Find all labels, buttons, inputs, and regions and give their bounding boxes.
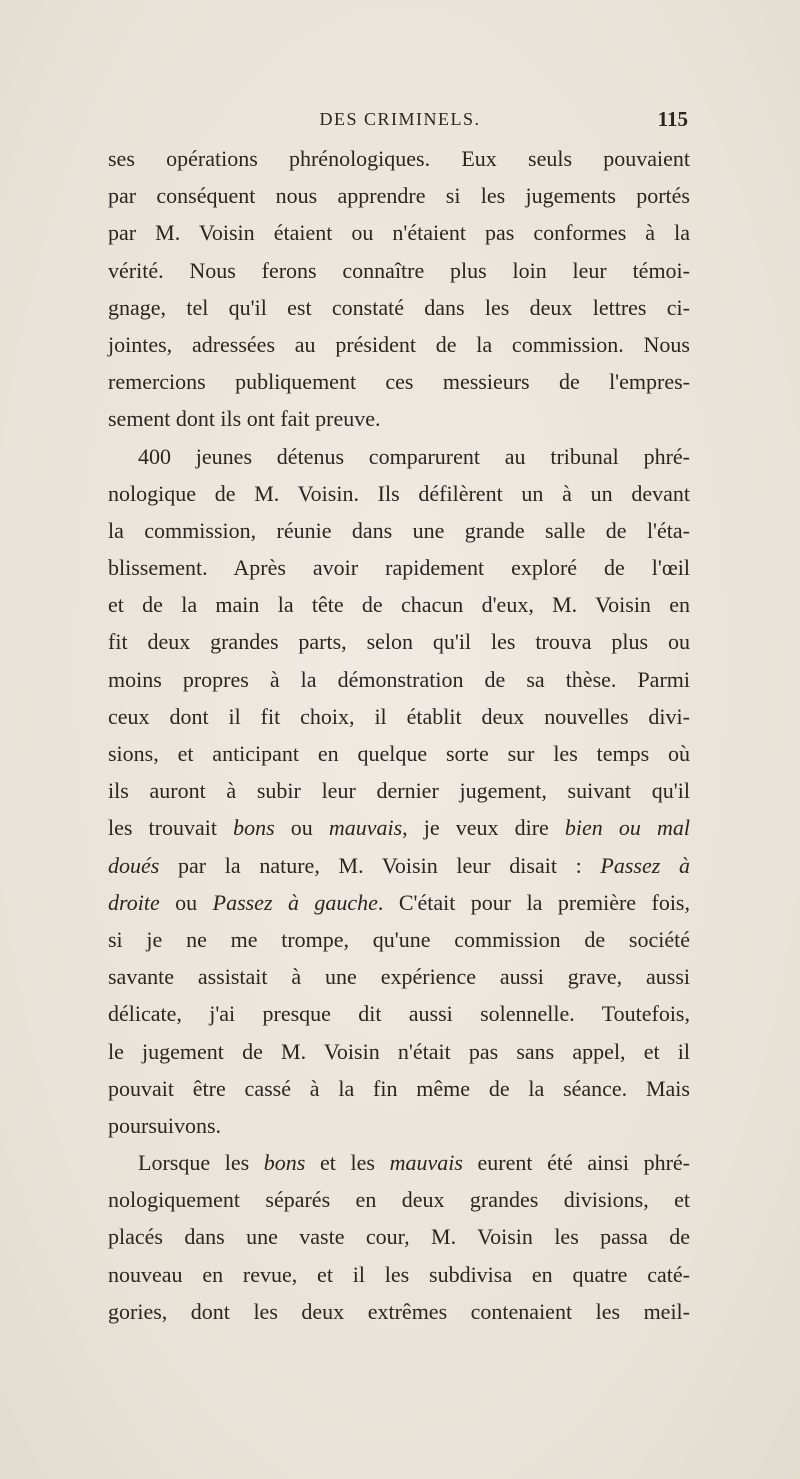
text-line: gnage, tel qu'il est constaté dans les deux lettres ci- [108,294,690,320]
text-line [108,809,690,846]
text-run: et les [305,1150,390,1176]
text-line: le jugement de M. Voisin n'était pas sans appel, et il [108,1038,690,1064]
body-text [108,140,690,1330]
text-line: sions, et anticipant en quelque sorte sur les temps où [108,741,690,766]
text-run: , je veux dire [402,815,565,841]
text-line: si je ne me trompe, qu'une commission de société [108,926,690,952]
text-run: les trouvait [108,815,234,841]
text-line: gories, dont les deux extrêmes contenaient les meil- [108,1298,690,1324]
italic-run: mauvais [328,815,403,841]
text-line: moins propres à la démonstration de sa thèse. Parmi [108,666,690,692]
text-line: fit deux grandes parts, selon qu'il les trouva plus ou [108,629,690,655]
text-line [108,1144,690,1181]
italic-run: mauvais [389,1150,463,1176]
page-number: 115 [657,107,688,131]
text-line: nouveau en revue, et il les subdivisa en quatre caté- [108,1261,690,1287]
text-line: par M. Voisin étaient ou n'étaient pas conformes à la [108,220,690,246]
text-run: par la nature, M. Voisin leur disait : [159,852,601,878]
text-line: 400 jeunes détenus comparurent au tribunal phré- [138,443,690,469]
text-run: ou [159,889,213,915]
text-line: pouvait être cassé à la fin même de la séance. Mais [108,1075,690,1101]
italic-run: doués [108,852,160,878]
text-line: savante assistait à une expérience aussi grave, aussi [108,964,690,990]
text-line: nologique de M. Voisin. Ils défilèrent un à un devant [108,480,690,506]
text-line: remercions publiquement ces messieurs de l'empres- [108,369,690,395]
text-run: . C'était pour la première fois, [377,889,690,915]
italic-run: droite [108,889,160,915]
text-line: placés dans une vaste cour, M. Voisin les passa de [108,1224,690,1250]
text-line: nologiquement séparés en deux grandes divisions, et [108,1187,690,1213]
italic-run: bons [233,815,275,841]
text-line: et de la main la tête de chacun d'eux, M. Voisin en [108,592,690,618]
text-line: sement dont ils ont fait preuve. [108,406,381,432]
text-line: vérité. Nous ferons connaître plus loin leur témoi- [108,257,690,283]
text-line: blissement. Après avoir rapidement exploré de l'œil [108,555,690,581]
text-run: Lorsque les [138,1150,264,1176]
italic-run: Passez à [600,852,690,878]
text-line [108,884,690,921]
text-run: eurent été ainsi phré- [462,1150,691,1176]
italic-run: bons [263,1150,306,1176]
text-line: ceux dont il fit choix, il établit deux nouvelles divi- [108,703,690,729]
text-line: par conséquent nous apprendre si les jugements portés [108,183,690,209]
text-line: la commission, réunie dans une grande salle de l'éta- [108,517,690,543]
text-line: délicate, j'ai presque dit aussi solennelle. Toutefois, [108,1001,690,1027]
text-line [108,847,690,884]
italic-run: Passez à gauche [212,889,378,915]
running-head: DES CRIMINELS. [319,109,481,129]
italic-run: bien ou mal [564,815,690,841]
page-header [60,107,740,137]
text-line: ses opérations phrénologiques. Eux seuls pouvaient [108,146,690,171]
text-line: poursuivons. [108,1112,222,1138]
text-line: jointes, adressées au président de la commission. Nous [108,331,690,357]
text-line: ils auront à subir leur dernier jugement, suivant qu'il [108,778,690,804]
text-run: ou [274,815,329,841]
